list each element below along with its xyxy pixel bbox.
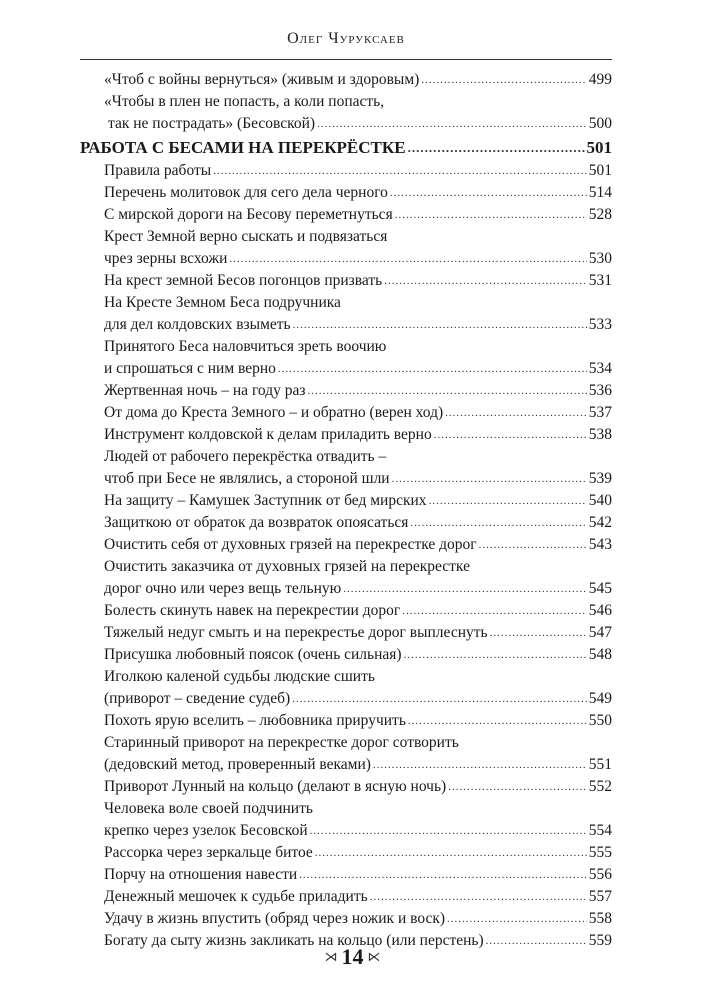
toc-entry[interactable] bbox=[80, 468, 612, 490]
toc-entry[interactable] bbox=[80, 820, 612, 842]
toc-entry-title: Очистить себя от духовных грязей на перекрестке дорог bbox=[104, 536, 477, 553]
leader-dots bbox=[317, 113, 587, 135]
toc-entry-title: для дел колдовских взыметь bbox=[104, 316, 291, 333]
toc-entry-title: Рассорка через зеркальце битое bbox=[104, 844, 313, 861]
leader-dots bbox=[299, 864, 587, 886]
toc-entry-title: От дома до Креста Земного – и обратно (верен ход) bbox=[104, 404, 444, 421]
toc-entry[interactable] bbox=[80, 886, 612, 908]
toc-entry-line: Иголкою каленой судьбы людские сшить bbox=[104, 668, 375, 685]
page-footer bbox=[0, 944, 705, 970]
toc-page-number: 551 bbox=[588, 756, 612, 773]
toc-page-number: 500 bbox=[588, 115, 612, 132]
leader-dots bbox=[408, 135, 585, 160]
section-page-number: 501 bbox=[586, 138, 612, 157]
toc-entry-title: так не пострадать» (Бесовской) bbox=[108, 115, 316, 132]
toc-entry[interactable] bbox=[80, 644, 612, 666]
leader-dots bbox=[343, 578, 587, 600]
toc-entry-title: дорог очно или через вещь тельную bbox=[104, 580, 342, 597]
toc-page-number: 534 bbox=[588, 360, 612, 377]
toc-entry-title: Инструмент колдовской к делам приладить верно bbox=[104, 426, 432, 443]
toc-entry[interactable] bbox=[80, 688, 612, 710]
toc-page-number: 554 bbox=[588, 822, 612, 839]
toc-entry[interactable] bbox=[80, 380, 612, 402]
toc-page-number: 552 bbox=[588, 778, 612, 795]
toc-page-number: 539 bbox=[588, 470, 612, 487]
leader-dots bbox=[373, 754, 587, 776]
toc-page-number: 548 bbox=[588, 646, 612, 663]
toc-entry-title: Защиткою от обраток да возвраток опоясаться bbox=[104, 514, 409, 531]
toc-entry-title: Правила работы bbox=[104, 162, 212, 179]
table-of-contents bbox=[80, 69, 612, 952]
toc-entry-title: Порчу на отношения навести bbox=[104, 866, 298, 883]
leader-dots bbox=[404, 644, 587, 666]
toc-entry-title: Тяжелый недуг смыть и на перекрестье дорог выплеснуть bbox=[104, 624, 488, 641]
leader-dots bbox=[395, 204, 587, 226]
toc-entry-title: Приворот Лунный на кольцо (делают в ясную ночь) bbox=[104, 778, 447, 795]
leader-dots bbox=[315, 842, 587, 864]
toc-entry-line: Человека воле своей подчинить bbox=[104, 800, 313, 817]
page-number: 14 bbox=[341, 944, 364, 969]
leader-dots bbox=[213, 160, 587, 182]
leader-dots bbox=[370, 886, 587, 908]
toc-entry[interactable] bbox=[80, 710, 612, 732]
toc-entry-title: «Чтоб с войны вернуться» (живым и здоровым) bbox=[104, 71, 420, 88]
toc-entry-line: Очистить заказчика от духовных грязей на перекрестке bbox=[104, 558, 470, 575]
toc-entry[interactable] bbox=[80, 578, 612, 600]
toc-page-number: 550 bbox=[588, 712, 612, 729]
toc-page-number: 558 bbox=[588, 910, 612, 927]
leader-dots bbox=[408, 710, 587, 732]
leader-dots bbox=[384, 270, 587, 292]
ornament-left-icon: ⋊ bbox=[324, 949, 338, 964]
leader-dots bbox=[390, 182, 587, 204]
header-rule bbox=[80, 59, 612, 60]
toc-entry-title: Похоть ярую вселить – любовника приручить bbox=[104, 712, 406, 729]
toc-entry-line: Принятого Беса наловчиться зреть воочию bbox=[104, 338, 387, 355]
toc-entry[interactable] bbox=[80, 358, 612, 380]
leader-dots bbox=[490, 622, 587, 644]
toc-entry[interactable] bbox=[80, 864, 612, 886]
toc-entry-title: На защиту – Камушек Заступник от бед мирских bbox=[104, 492, 427, 509]
toc-page-number: 501 bbox=[588, 162, 612, 179]
toc-entry[interactable] bbox=[80, 754, 612, 776]
toc-page-number: 546 bbox=[588, 602, 612, 619]
toc-page-number: 537 bbox=[588, 404, 612, 421]
toc-page-number: 538 bbox=[588, 426, 612, 443]
toc-entry-title: чтоб при Бесе не являлись, а стороной шли bbox=[104, 470, 390, 487]
toc-entry-line: Людей от рабочего перекрёстка отвадить – bbox=[104, 448, 387, 465]
toc-entry-title: С мирской дороги на Бесову переметнуться bbox=[104, 206, 393, 223]
toc-page-number: 499 bbox=[588, 71, 612, 88]
toc-entry[interactable] bbox=[80, 490, 612, 512]
running-header: Олег Чуруксаев bbox=[287, 30, 405, 47]
toc-entry-title: Болесть скинуть навек на перекрестии дорог bbox=[104, 602, 401, 619]
toc-entry-title: крепко через узелок Бесовской bbox=[104, 822, 308, 839]
toc-entry-line: На Кресте Земном Беса подручника bbox=[104, 294, 341, 311]
toc-page-number: 556 bbox=[588, 866, 612, 883]
toc-entry-title: (приворот – сведение судеб) bbox=[104, 690, 291, 707]
toc-entry-title: Присушка любовный поясок (очень сильная) bbox=[104, 646, 402, 663]
toc-entry[interactable] bbox=[80, 534, 612, 556]
toc-page-number: 547 bbox=[588, 624, 612, 641]
section-title: РАБОТА С БЕСАМИ НА ПЕРЕКРЁСТКЕ bbox=[80, 138, 406, 157]
toc-entry[interactable] bbox=[80, 204, 612, 226]
leader-dots bbox=[421, 69, 586, 91]
toc-entry[interactable] bbox=[80, 424, 612, 446]
toc-entry[interactable] bbox=[80, 776, 612, 798]
toc-page-number: 557 bbox=[588, 888, 612, 905]
toc-page-number: 543 bbox=[588, 536, 612, 553]
toc-entry[interactable] bbox=[80, 270, 612, 292]
toc-entry-title: Удачу в жизнь впустить (обряд через ножик и воск) bbox=[104, 910, 446, 927]
toc-entry-line: Старинный приворот на перекрестке дорог сотворить bbox=[104, 734, 459, 751]
leader-dots bbox=[448, 776, 587, 798]
toc-entry-title: Перечень молитовок для сего дела черного bbox=[104, 184, 388, 201]
toc-page-number: 531 bbox=[588, 272, 612, 289]
toc-page-number: 533 bbox=[588, 316, 612, 333]
leader-dots bbox=[278, 358, 587, 380]
toc-entry[interactable] bbox=[80, 842, 612, 864]
toc-entry-title: Жертвенная ночь – на году раз bbox=[104, 382, 306, 399]
toc-entry-title: и спрошаться с ним верно bbox=[104, 360, 276, 377]
leader-dots bbox=[293, 314, 587, 336]
toc-entry[interactable] bbox=[80, 512, 612, 534]
toc-entry-title: (дедовский метод, проверенный веками) bbox=[104, 756, 371, 773]
toc-page-number: 545 bbox=[588, 580, 612, 597]
toc-entry-title: На крест земной Бесов погонцов призвать bbox=[104, 272, 383, 289]
toc-entry-title: чрез зерны всхожи bbox=[104, 250, 228, 267]
leader-dots bbox=[447, 908, 587, 930]
leader-dots bbox=[445, 402, 587, 424]
toc-entry[interactable] bbox=[80, 600, 612, 622]
toc-entry-title: Денежный мешочек к судьбе приладить bbox=[104, 888, 368, 905]
toc-entry[interactable] bbox=[80, 113, 612, 135]
toc-entry[interactable] bbox=[80, 622, 612, 644]
leader-dots bbox=[429, 490, 587, 512]
toc-entry[interactable] bbox=[80, 248, 612, 270]
ornament-right-icon: ⋉ bbox=[367, 949, 381, 964]
toc-page-number: 542 bbox=[588, 514, 612, 531]
toc-entry[interactable] bbox=[80, 402, 612, 424]
toc-page-number: 528 bbox=[588, 206, 612, 223]
toc-entry-line: «Чтобы в плен не попасть, а коли попасть, bbox=[104, 93, 385, 110]
toc-entry[interactable] bbox=[80, 314, 612, 336]
leader-dots bbox=[229, 248, 586, 270]
leader-dots bbox=[392, 468, 587, 490]
toc-entry[interactable] bbox=[80, 160, 612, 182]
leader-dots bbox=[479, 534, 587, 556]
toc-section-heading[interactable] bbox=[80, 135, 612, 160]
leader-dots bbox=[434, 424, 587, 446]
leader-dots bbox=[292, 688, 587, 710]
toc-entry-line: Крест Земной верно сыскать и подвязаться bbox=[104, 228, 388, 245]
toc-entry[interactable] bbox=[80, 908, 612, 930]
toc-page-number: 530 bbox=[588, 250, 612, 267]
toc-page-number: 514 bbox=[588, 184, 612, 201]
toc-page-number: 559 bbox=[588, 932, 612, 949]
leader-dots bbox=[402, 600, 587, 622]
toc-entry-title: Богату да сыту жизнь закликать на кольцо (или перстень) bbox=[104, 932, 484, 949]
leader-dots bbox=[410, 512, 586, 534]
toc-entry[interactable] bbox=[80, 69, 612, 91]
toc-entry[interactable] bbox=[80, 182, 612, 204]
toc-page-number: 540 bbox=[588, 492, 612, 509]
toc-page-number: 536 bbox=[588, 382, 612, 399]
toc-page-number: 555 bbox=[588, 844, 612, 861]
toc-page-number: 549 bbox=[588, 690, 612, 707]
leader-dots bbox=[310, 820, 587, 842]
leader-dots bbox=[307, 380, 586, 402]
